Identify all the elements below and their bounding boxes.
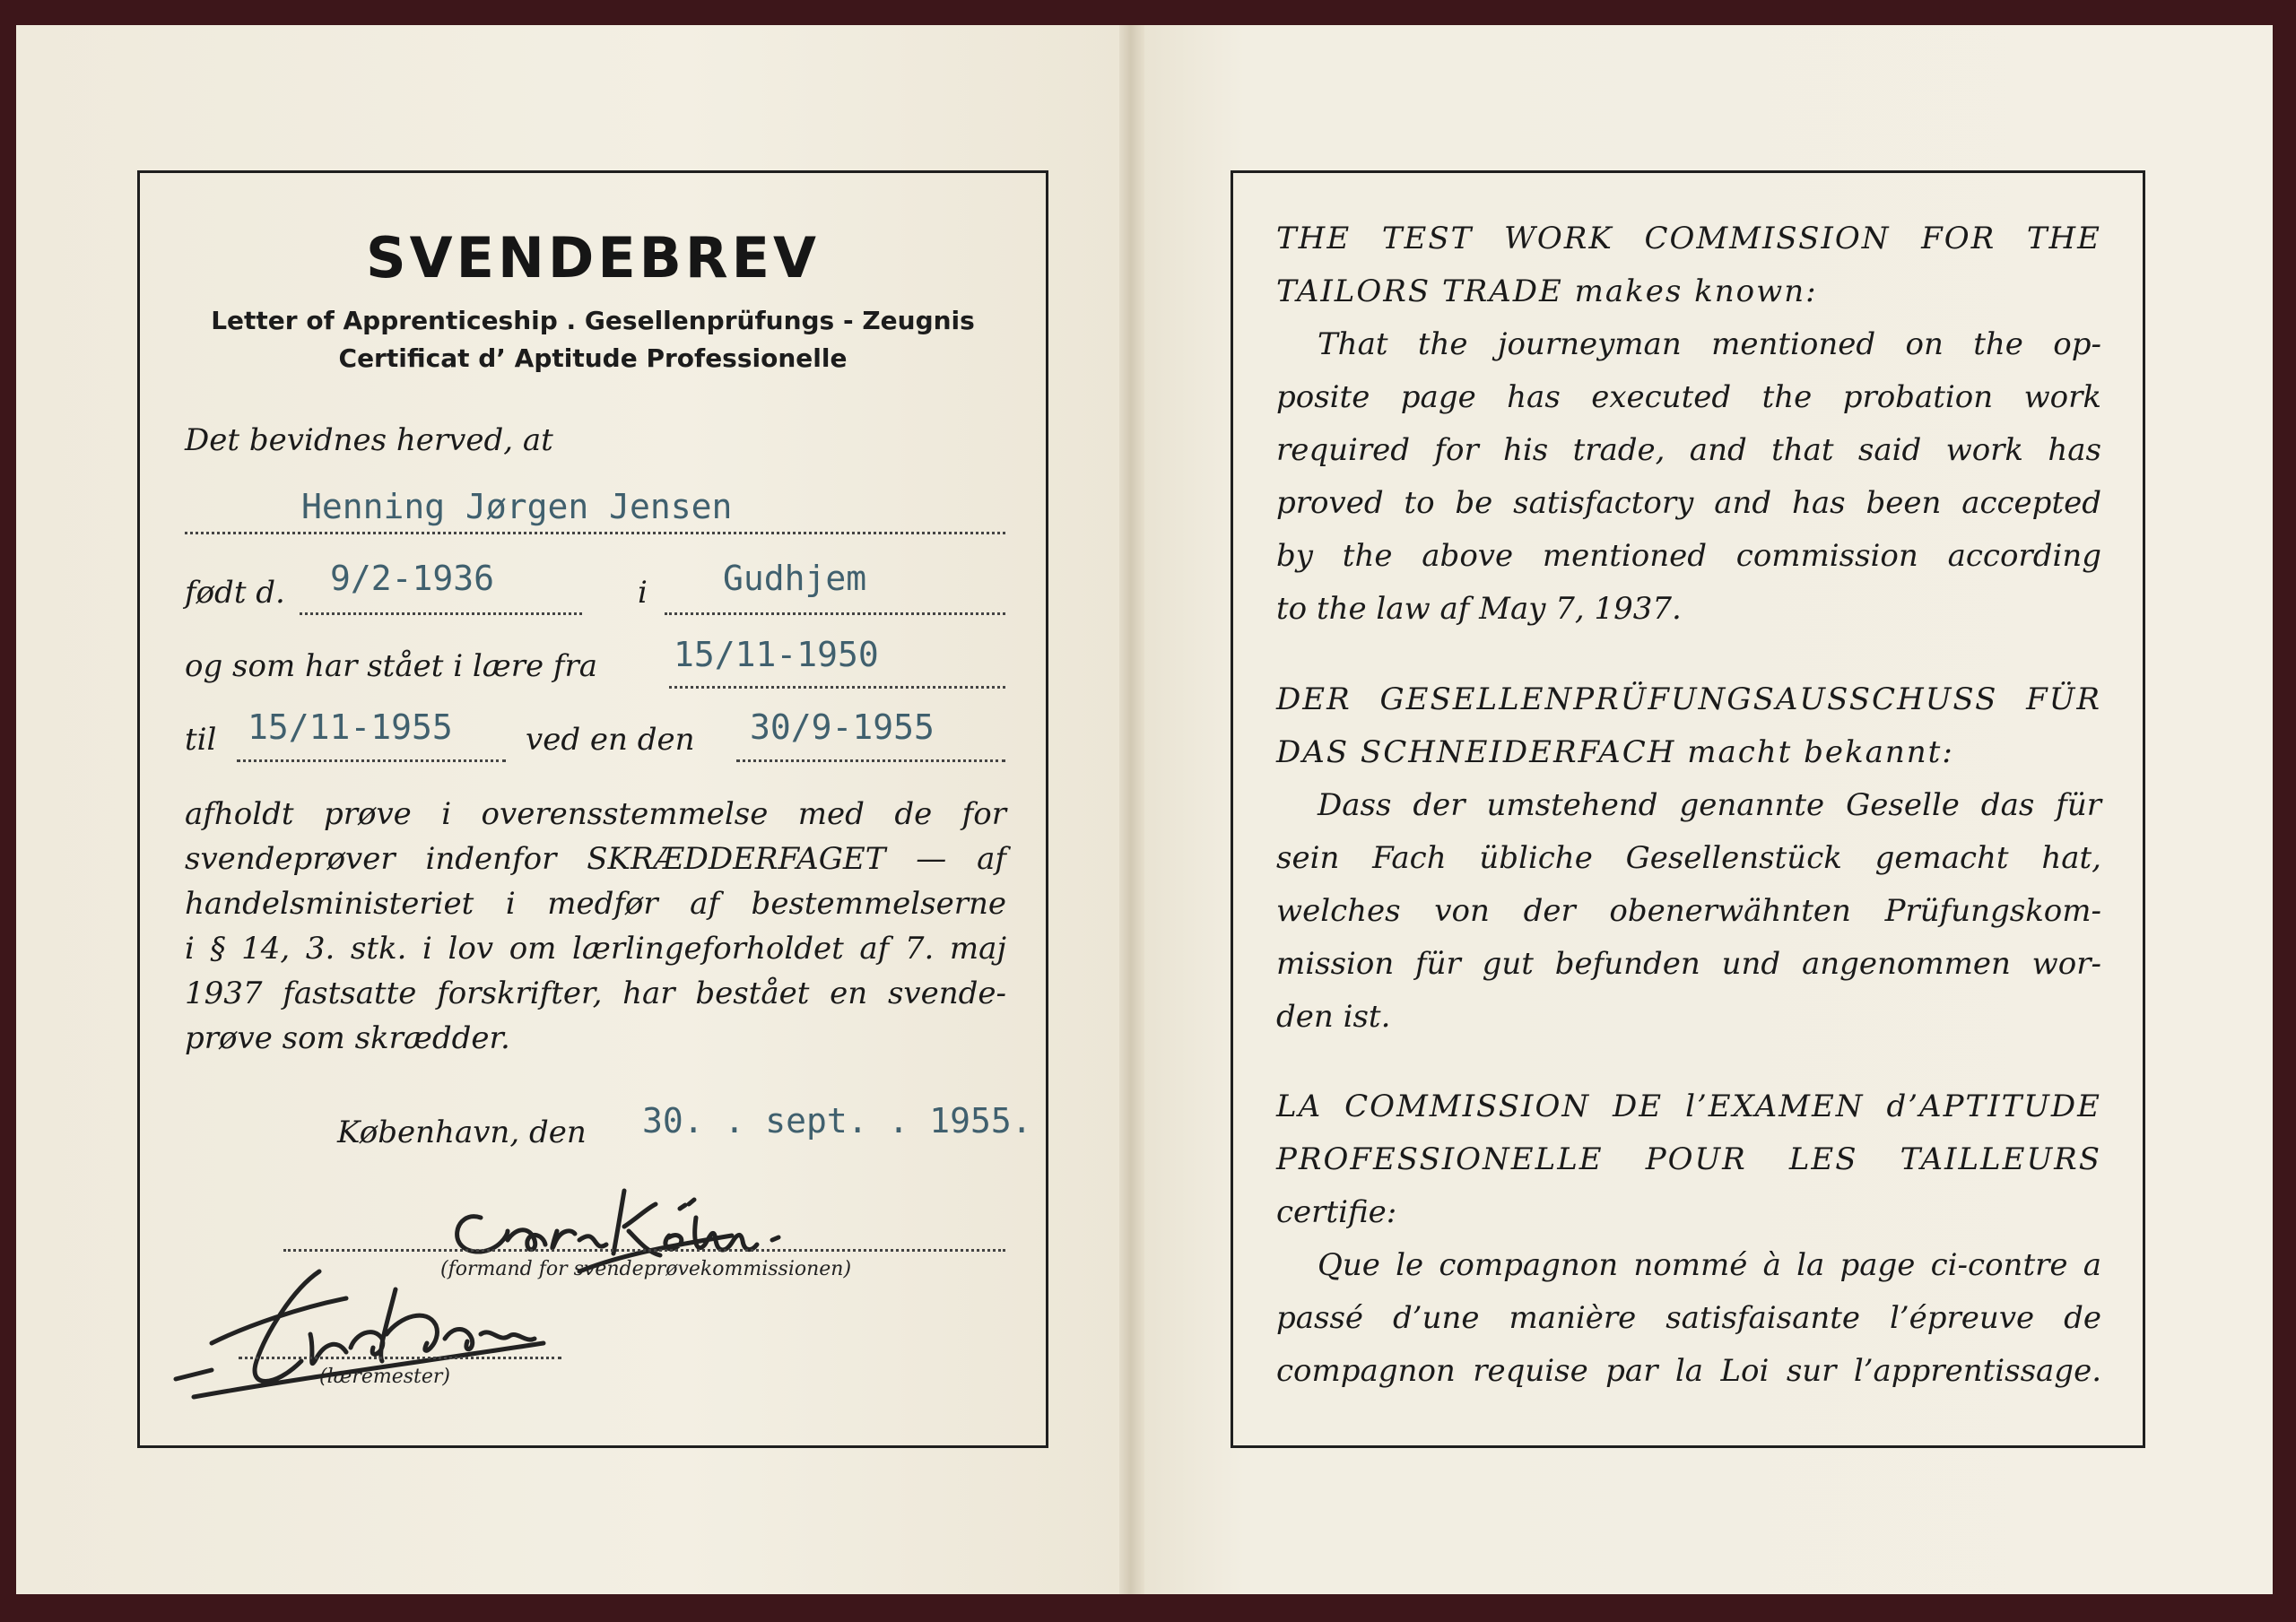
apprentice-from-label: og som har stået i lære fra [185,648,598,684]
body-line: i § 14, 3. stk. i lov om lærlingeforholdet af 7. maj [185,931,1006,967]
city-label: København, den [337,1115,587,1150]
german-line: welches von der obenerwähnten Prüfungskom- [1276,893,2101,929]
name-dotted-line [185,532,1005,534]
english-section [1276,213,2101,636]
master-signature-dotted-line [239,1357,561,1359]
french-line: passé d’une manière satisfaisante l’épreuve de [1276,1300,2101,1336]
born-label: født d. [185,575,285,611]
exam-date-dotted-line [736,759,1005,762]
fold-spine [1119,25,1144,1594]
certificate-body [185,792,1006,1061]
born-date-dotted-line [300,612,582,615]
french-line: PROFESSIONELLE POUR LES TAILLEURS [1276,1141,2101,1177]
apprentice-name: Henning Jørgen Jensen [301,487,733,526]
born-place-dotted-line [665,612,1005,615]
english-line: by the above mentioned commission according [1276,538,2101,574]
certificate-title: SVENDEBREV [365,225,821,291]
german-line: den ist. [1276,999,1391,1035]
french-line: Que le compagnon nommé à la page ci-contre a [1318,1247,2101,1283]
french-line: certifie: [1276,1194,1397,1230]
master-signature [158,1253,606,1415]
german-line: sein Fach übliche Gesellenstück gemacht hat, [1276,840,2101,876]
apprentice-from-dotted-line [669,686,1005,689]
apprentice-to-dotted-line [237,759,506,762]
certificate-subtitle-2: Certificat d’ Aptitude Professionelle [338,343,848,373]
french-line: compagnon requise par la Loi sur l’apprentissage. [1276,1353,2101,1389]
body-line: handelsministeriet i medfør af bestemmelserne [185,886,1006,922]
english-line: required for his trade, and that said work has [1276,432,2101,468]
body-line: 1937 fastsatte forskrifter, har bestået en svende- [185,976,1006,1011]
born-place: Gudhjem [723,559,867,598]
german-section [1276,673,2101,1044]
born-date: 9/2-1936 [330,559,495,598]
german-line: mission für gut befunden und angenommen wor- [1276,946,2101,982]
body-line: svendeprøver indenfor SKRÆDDERFAGET — af [185,841,1006,877]
english-line: proved to be satisfactory and has been accepted [1276,485,2101,521]
german-line: DAS SCHNEIDERFACH macht bekannt: [1276,734,1954,770]
german-line: Dass der umstehend genannte Geselle das für [1318,787,2101,823]
til-label: til [185,722,217,758]
apprentice-to-date: 15/11-1955 [248,707,453,747]
left-certificate-frame [137,170,1048,1448]
master-caption: (læremester) [319,1366,450,1388]
body-line: afholdt prøve i overensstemmelse med de for [185,796,1006,832]
body-line: prøve som skrædder. [185,1020,510,1056]
intro-text: Det bevidnes herved, at [185,422,553,458]
french-section [1276,1080,2101,1398]
english-line: THE TEST WORK COMMISSION FOR THE [1276,221,2101,256]
english-line: posite page has executed the probation work [1276,379,2101,415]
city-date: 30. . sept. . 1955. [642,1101,1032,1141]
english-line: TAILORS TRADE makes known: [1276,273,1818,309]
english-line: That the journeyman mentioned on the op- [1318,326,2101,362]
chairman-caption: (formand for svendeprøvekommissionen) [440,1258,852,1280]
apprentice-from-date: 15/11-1950 [674,635,879,674]
exam-label: ved en den [526,722,695,758]
french-line: LA COMMISSION DE l’EXAMEN d’APTITUDE [1276,1089,2101,1124]
chairman-signature-dotted-line [283,1249,1005,1252]
place-label: i [638,575,648,611]
certificate-subtitle-1: Letter of Apprenticeship . Gesellenprüfungs - Zeugnis [211,306,975,335]
right-certificate-frame [1231,170,2145,1448]
english-line: to the law af May 7, 1937. [1276,591,1682,627]
exam-date: 30/9-1955 [750,707,935,747]
german-line: DER GESELLENPRÜFUNGSAUSSCHUSS FÜR [1276,681,2101,717]
